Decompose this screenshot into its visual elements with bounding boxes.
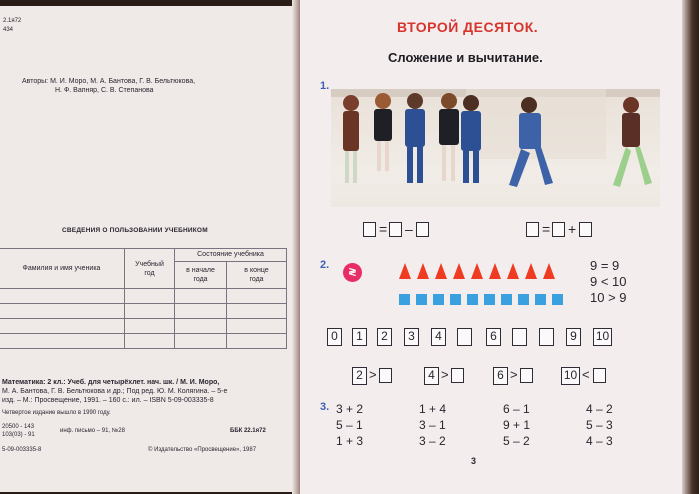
compare-left-value: 4 [424, 367, 439, 385]
authors-line-2: Н. Ф. Вапняр, С. В. Степанова [55, 87, 154, 94]
table-row [0, 304, 287, 319]
usage-table [0, 248, 287, 349]
exercise-item: 3 – 1 [419, 418, 446, 432]
table-row [0, 334, 287, 349]
children-drawing [331, 89, 660, 207]
comparison-2: 9 < 10 [590, 274, 627, 289]
square-shape [535, 294, 546, 305]
col-condition: Состояние учебника [175, 249, 287, 262]
exercise-item: 3 + 2 [336, 402, 364, 416]
child-figure [405, 93, 425, 183]
authors-line-1: Авторы: М. И. Моро, М. А. Бантова, Г. В. Бельтюкова, [22, 78, 196, 85]
answer-box[interactable] [520, 368, 533, 383]
compare-sign: > [441, 367, 449, 382]
triangle-shape [489, 263, 501, 279]
answer-box[interactable] [389, 222, 402, 237]
task-2-number: 2. [320, 259, 330, 271]
task-3-number: 3. [320, 401, 330, 413]
number-box: 3 [404, 328, 419, 346]
copyright: © Издательство «Просвещение», 1987 [148, 447, 257, 453]
triangle-shape [525, 263, 537, 279]
square-shape [433, 294, 444, 305]
square-shape [467, 294, 478, 305]
answer-box[interactable] [451, 368, 464, 383]
answer-box[interactable] [593, 368, 606, 383]
equals-sign: = [542, 221, 551, 237]
answer-box[interactable] [579, 222, 592, 237]
code-line-2: 103(03) - 91 [2, 432, 35, 438]
square-shape [399, 294, 410, 305]
task-1-number: 1. [320, 80, 330, 92]
left-page [0, 6, 300, 492]
comparison-3: 10 > 9 [590, 290, 627, 305]
triangle-shape [435, 263, 447, 279]
col-name: Фамилия и имя ученика [0, 249, 125, 289]
square-shape [518, 294, 529, 305]
number-box-empty[interactable] [539, 328, 554, 346]
exercise-item: 5 – 3 [586, 418, 613, 432]
triangle-shape [399, 263, 411, 279]
child-figure [343, 95, 359, 183]
number-box: 10 [593, 328, 612, 346]
compare-badge-icon: ≷ [343, 263, 362, 282]
isbn-short: 5-09-003335-8 [2, 447, 42, 453]
page-subtitle: Сложение и вычитание. [388, 50, 543, 65]
number-box: 4 [431, 328, 446, 346]
comparison-1: 9 = 9 [590, 258, 620, 273]
number-box: 9 [566, 328, 581, 346]
compare-left-value: 10 [561, 367, 580, 385]
biblio-line-3: изд. – М.: Просвещение, 1991. – 160 с.: ил. – ISBN 5-09-003335-8 [2, 397, 214, 404]
answer-box[interactable] [552, 222, 565, 237]
answer-box[interactable] [379, 368, 392, 383]
compare-sign: > [369, 367, 377, 382]
letter: инф. письмо – 91, №28 [60, 428, 125, 434]
catalog-number: 434 [3, 27, 14, 33]
compare-sign: > [510, 367, 518, 382]
square-shape [552, 294, 563, 305]
biblio-line-1: Математика: 2 кл.: Учеб. для четырёхлет. нач. шк. / М. И. Моро, [2, 379, 220, 386]
exercise-item: 5 – 2 [503, 434, 530, 448]
triangle-shape [507, 263, 519, 279]
exercise-item: 4 – 3 [586, 434, 613, 448]
right-page [300, 0, 682, 494]
plus-sign: + [568, 221, 577, 237]
bbk: ББК 22.1я72 [230, 428, 266, 434]
triangle-shape [543, 263, 555, 279]
square-shape [484, 294, 495, 305]
number-box-empty[interactable] [457, 328, 472, 346]
compare-left-value: 6 [493, 367, 508, 385]
number-box: 2 [377, 328, 392, 346]
child-figure [613, 97, 652, 187]
number-box-empty[interactable] [512, 328, 527, 346]
exercise-item: 1 + 4 [419, 402, 447, 416]
answer-box[interactable] [526, 222, 539, 237]
exercise-item: 3 – 2 [419, 434, 446, 448]
equals-sign: = [379, 221, 388, 237]
answer-box[interactable] [416, 222, 429, 237]
compare-sign: < [582, 367, 590, 382]
answer-box[interactable] [363, 222, 376, 237]
square-shape [416, 294, 427, 305]
exercise-item: 6 – 1 [503, 402, 530, 416]
col-start: в начале года [175, 261, 227, 288]
triangle-shape [453, 263, 465, 279]
number-box: 6 [486, 328, 501, 346]
exercise-item: 1 + 3 [336, 434, 364, 448]
page-number: 3 [471, 456, 477, 466]
table-row [0, 289, 287, 304]
compare-left-value: 2 [352, 367, 367, 385]
exercise-item: 4 – 2 [586, 402, 613, 416]
number-box: 1 [352, 328, 367, 346]
triangle-shape [471, 263, 483, 279]
child-figure [439, 93, 459, 181]
edition-note: Четвертое издание вышло в 1990 году. [2, 410, 111, 416]
children-illustration [331, 89, 660, 207]
biblio-line-2: М. А. Бантова, Г. В. Бельтюкова и др.; Под ред. Ю. М. Колягина. – 5-е [2, 388, 228, 395]
catalog-code: 2.1я72 [3, 18, 22, 24]
col-end: в конце года [227, 261, 287, 288]
book-edge [682, 0, 699, 494]
square-shape [501, 294, 512, 305]
col-year: Учебный год [125, 249, 175, 289]
exercise-item: 5 – 1 [336, 418, 363, 432]
table-row [0, 319, 287, 334]
triangle-shape [417, 263, 429, 279]
page-title: ВТОРОЙ ДЕСЯТОК. [397, 19, 539, 35]
exercise-item: 9 + 1 [503, 418, 531, 432]
number-box: 0 [327, 328, 342, 346]
code-line-1: 20500 - 143 [2, 424, 35, 430]
child-figure [374, 93, 392, 171]
usage-title: СВЕДЕНИЯ О ПОЛЬЗОВАНИИ УЧЕБНИКОМ [62, 227, 208, 234]
square-shape [450, 294, 461, 305]
minus-sign: – [405, 221, 413, 237]
